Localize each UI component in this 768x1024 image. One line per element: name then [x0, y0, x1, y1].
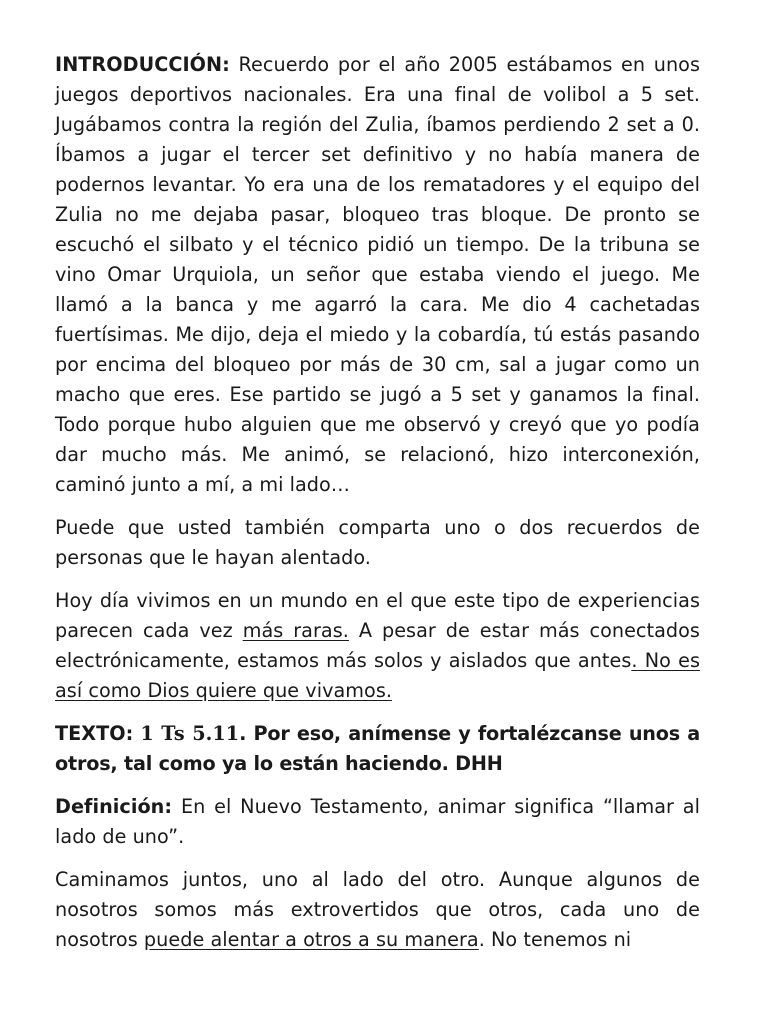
- verse-text: . Por eso, anímense y fortalézcanse unos a otros, tal como ya lo están haciendo. DHH: [55, 722, 700, 775]
- modern-world-text-1: Hoy día vivimos en un mundo en el que este tipo de experiencias parecen cada vez: [55, 589, 700, 642]
- texto-label: TEXTO:: [55, 722, 134, 745]
- memories-text: Puede que usted también comparta uno o dos recuerdos de personas que le hayan alentado.: [55, 516, 700, 569]
- intro-text: Recuerdo por el año 2005 estábamos en unos juegos deportivos nacionales. Era una final de volibol a 5 set. Jugábamos contra la región del Zulia, íbamos perdiendo 2 set a 0. Íbamos a jugar el tercer set definitivo y no había manera de podernos levantar. Yo era una de los rematadores y el equipo del Zulia no me dejaba pasar, bloqueo tras bloque. De pronto se escuchó el silbato y el técnico pidió un tiempo. De la tribuna se vino Omar Urquiola, un señor que estaba viendo el juego. Me llamó a la banca y me agarró la cara. Me dio 4 cachetadas fuertísimas. Me dijo, deja el miedo y la cobardía, tú estás pasando por encima del bloqueo por más de 30 cm, sal a jugar como un macho que eres. Ese partido se jugó a 5 set y ganamos la final. Todo porque hubo alguien que me observó y creyó que yo podía dar mucho más. Me animó, se relacionó, hizo interconexión, caminó junto a mí, a mi lado…: [55, 53, 700, 496]
- walking-text-2: . No tenemos ni: [478, 928, 632, 951]
- walking-together-paragraph: [55, 865, 700, 955]
- underlined-phrase-encourage: puede alentar a otros a su manera: [143, 928, 479, 951]
- walking-text-1: Caminamos juntos, uno al lado del otro. Aunque algunos de nosotros somos más extrovertidos que otros, cada uno de nosotros: [55, 868, 700, 951]
- intro-label: INTRODUCCIÓN:: [55, 53, 230, 76]
- definition-text: En el Nuevo Testamento, animar significa “llamar al lado de uno”.: [55, 795, 700, 848]
- definition-paragraph: [55, 792, 700, 852]
- scripture-paragraph: [55, 719, 700, 779]
- verse-reference: 1 Ts 5.11: [140, 722, 240, 745]
- intro-paragraph: [55, 50, 700, 500]
- modern-world-text-2: A pesar de estar más conectados electrónicamente, estamos más solos y aislados que antes: [55, 619, 700, 672]
- document-page: [55, 50, 700, 968]
- underlined-phrase-rare: más raras.: [242, 619, 349, 642]
- definition-label: Definición:: [55, 795, 173, 818]
- modern-world-paragraph: [55, 586, 700, 706]
- memories-paragraph: [55, 513, 700, 573]
- underlined-phrase-god: . No es así como Dios quiere que vivamos.: [55, 649, 701, 702]
